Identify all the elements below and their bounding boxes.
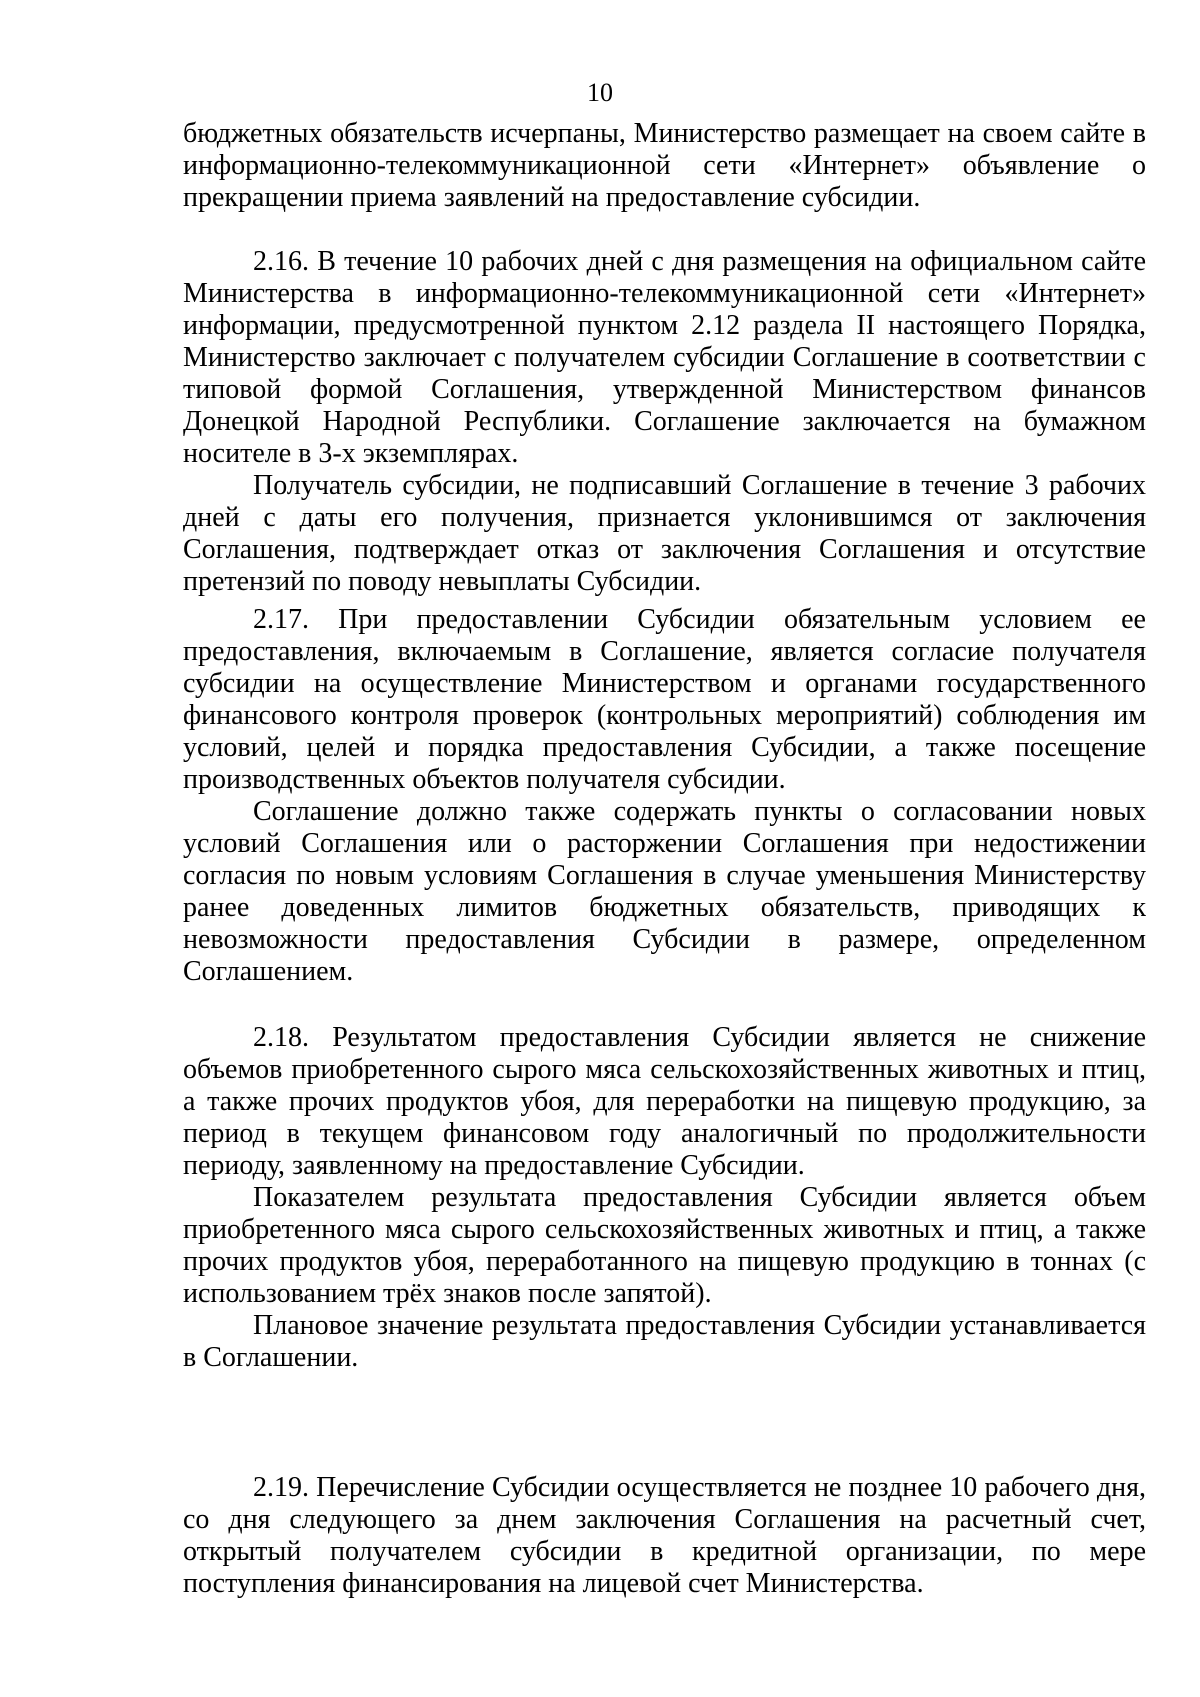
paragraph: Соглашение должно также содержать пункты о согласовании новых условий Соглашения или о расторжении Соглашения при недостижении согласия по новым условиям Соглашения в случае уменьшения Министерству ранее доведенных лимитов бюджетных обязательств, приводящих к невозможности предоставления Субсидии в размере, определенном Соглашением. [183, 796, 1146, 987]
section-2-15-continuation [183, 118, 1146, 214]
section-2-16 [183, 246, 1146, 598]
paragraph: Получатель субсидии, не подписавший Соглашение в течение 3 рабочих дней с даты его получения, признается уклонившимся от заключения Соглашения, подтверждает отказ от заключения Соглашения и отсутствие претензий по поводу невыплаты Субсидии. [183, 470, 1146, 597]
paragraph: 2.17. При предоставлении Субсидии обязательным условием ее предоставления, включаемым в Соглашение, является согласие получателя субсидии на осуществление Министерством и органами государственного финансового контроля проверок (контрольных мероприятий) соблюдения им условий, целей и порядка предоставления Субсидии, а также посещение производственных объектов получателя субсидии. [183, 604, 1146, 795]
paragraph: 2.16. В течение 10 рабочих дней с дня размещения на официальном сайте Министерства в информационно-телекоммуникационной сети «Интернет» информации, предусмотренной пунктом 2.12 раздела II настоящего Порядка, Министерство заключает с получателем субсидии Соглашение в соответствии с типовой формой Соглашения, утвержденной Министерством финансов Донецкой Народной Республики. Соглашение заключается на бумажном носителе в 3-х экземплярах. [183, 246, 1146, 469]
paragraph: Показателем результата предоставления Субсидии является объем приобретенного мяса сырого сельскохозяйственных животных и птиц, а также прочих продуктов убоя, переработанного на пищевую продукцию в тоннах (с использованием трёх знаков после запятой). [183, 1182, 1146, 1309]
paragraph: 2.19. Перечисление Субсидии осуществляется не позднее 10 рабочего дня, со дня следующего за днем заключения Соглашения на расчетный счет, открытый получателем субсидии в кредитной организации, по мере поступления финансирования на лицевой счет Министерства. [183, 1472, 1146, 1599]
section-2-17 [183, 604, 1146, 988]
section-2-19 [183, 1472, 1146, 1600]
paragraph: 2.18. Результатом предоставления Субсидии является не снижение объемов приобретенного сырого мяса сельскохозяйственных животных и птиц, а также прочих продуктов убоя, для переработки на пищевую продукцию, за период в текущем финансовом году аналогичный по продолжительности периоду, заявленному на предоставление Субсидии. [183, 1022, 1146, 1181]
paragraph: бюджетных обязательств исчерпаны, Министерство размещает на своем сайте в информационно-телекоммуникационной сети «Интернет» объявление о прекращении приема заявлений на предоставление субсидии. [183, 118, 1146, 213]
page-number: 10 [587, 78, 613, 107]
section-2-18 [183, 1022, 1146, 1374]
paragraph: Плановое значение результата предоставления Субсидии устанавливается в Соглашении. [183, 1310, 1146, 1373]
